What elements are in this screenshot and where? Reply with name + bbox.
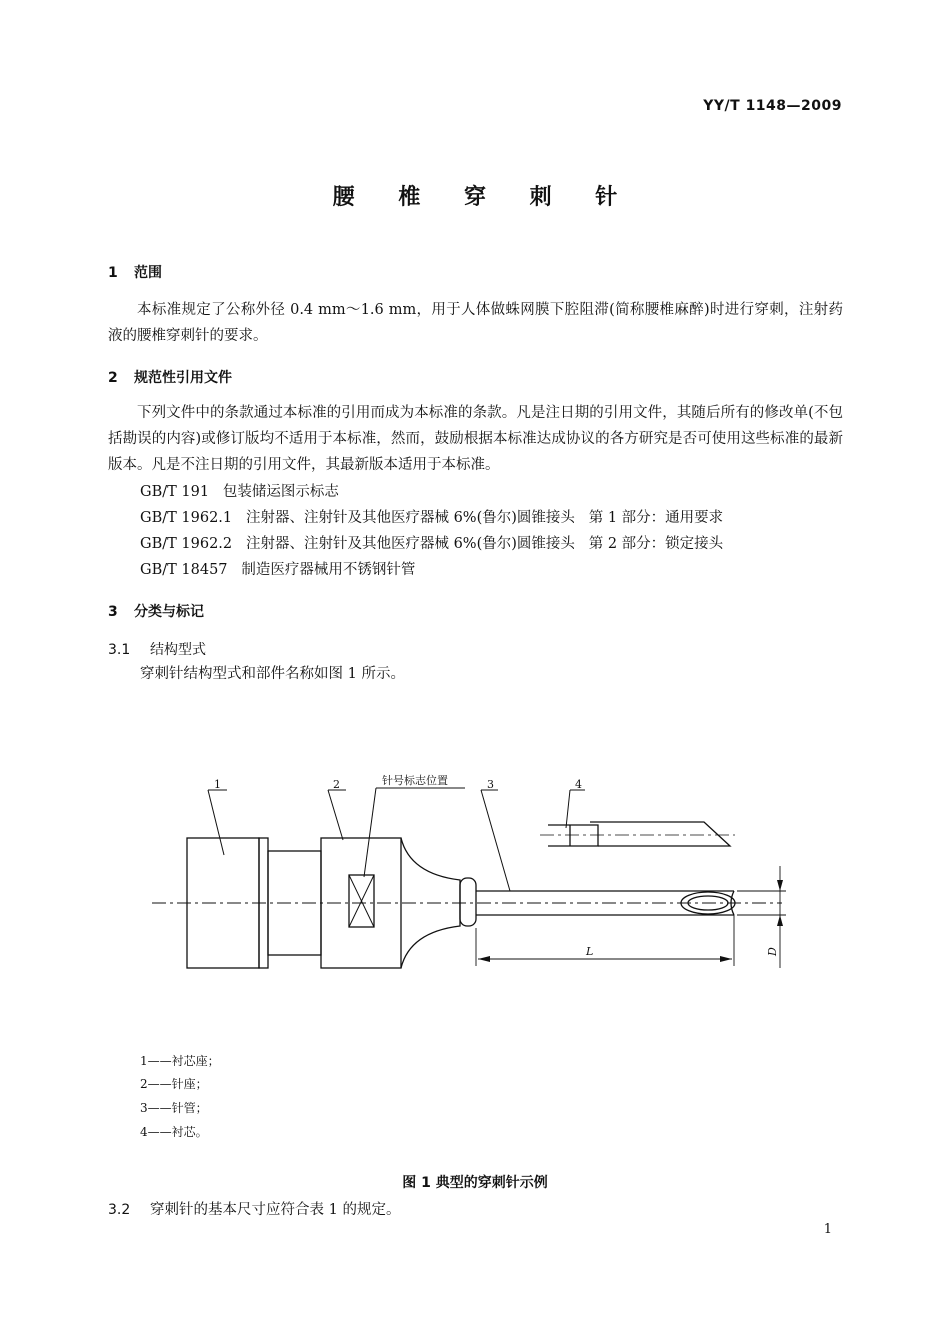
- dimension-L-label: L: [586, 945, 594, 958]
- label-3: 3: [487, 778, 494, 791]
- section-3-heading: [108, 601, 204, 621]
- needle-hub-collar: [460, 878, 476, 926]
- section-3-1-paragraph: 穿刺针结构型式和部件名称如图 1 所示。: [140, 666, 405, 682]
- figure-drawing: [0, 760, 950, 980]
- label-4: 4: [575, 778, 582, 791]
- section-2-paragraph: 下列文件中的条款通过本标准的引用而成为本标准的条款。凡是注日期的引用文件，其随后所有的修改单(不包括勘误的内容)或修订版均不适用于本标准，然而，鼓励根据本标准达成协议的各方研究是否可使用这些标准的最新版本。凡是不注日期的引用文件，其最新版本适用于本标准。: [108, 405, 843, 473]
- section-2-heading: [108, 367, 232, 387]
- reference-item: GB/T 18457 制造医疗器械用不锈钢针管: [140, 562, 416, 578]
- reference-item: GB/T 1962.1 注射器、注射针及其他医疗器械 6%(鲁尔)圆锥接头 第 1 部分：通用要求: [140, 510, 724, 526]
- section-3-1-heading: [108, 639, 206, 659]
- label-size-mark: 针号标志位置: [382, 774, 448, 787]
- figure-legend-item: 2——针座；: [140, 1077, 208, 1091]
- section-number: 3.2: [108, 1202, 131, 1218]
- section-title: 分类与标记: [134, 604, 204, 620]
- page-title: 腰 椎 穿 刺 针: [332, 185, 636, 210]
- page-number: 1: [823, 1222, 832, 1237]
- figure-legend-item: 3——针管；: [140, 1101, 208, 1115]
- paragraph-text: 穿刺针的基本尺寸应符合表 1 的规定。: [150, 1202, 401, 1218]
- standard-code: YY/T 1148—2009: [703, 98, 842, 114]
- section-3-2-paragraph: [108, 1198, 400, 1219]
- section-number: 3.1: [108, 642, 131, 658]
- section-number: 3: [108, 604, 118, 620]
- figure-legend-item: 1——衬芯座；: [140, 1054, 220, 1068]
- label-2: 2: [333, 778, 340, 791]
- section-1-heading: [108, 262, 162, 282]
- section-number: 1: [108, 265, 118, 281]
- section-title: 结构型式: [150, 642, 206, 658]
- figure-legend-item: 4——衬芯。: [140, 1125, 208, 1139]
- stylet-shape: [548, 825, 598, 846]
- label-1: 1: [214, 778, 221, 791]
- section-title: 规范性引用文件: [134, 370, 232, 386]
- reference-item: GB/T 1962.2 注射器、注射针及其他医疗器械 6%(鲁尔)圆锥接头 第 2 部分：锁定接头: [140, 536, 724, 552]
- section-number: 2: [108, 370, 118, 386]
- dimension-D-label: D: [766, 947, 779, 956]
- section-title: 范围: [134, 265, 162, 281]
- reference-item: GB/T 191 包装储运图示标志: [140, 484, 339, 500]
- section-1-paragraph: 本标准规定了公称外径 0.4 mm～1.6 mm，用于人体做蛛网膜下腔阻滞(简称腰椎麻醉)时进行穿刺，注射药液的腰椎穿刺针的要求。: [108, 302, 843, 344]
- figure-caption: 图 1 典型的穿刺针示例: [402, 1175, 548, 1191]
